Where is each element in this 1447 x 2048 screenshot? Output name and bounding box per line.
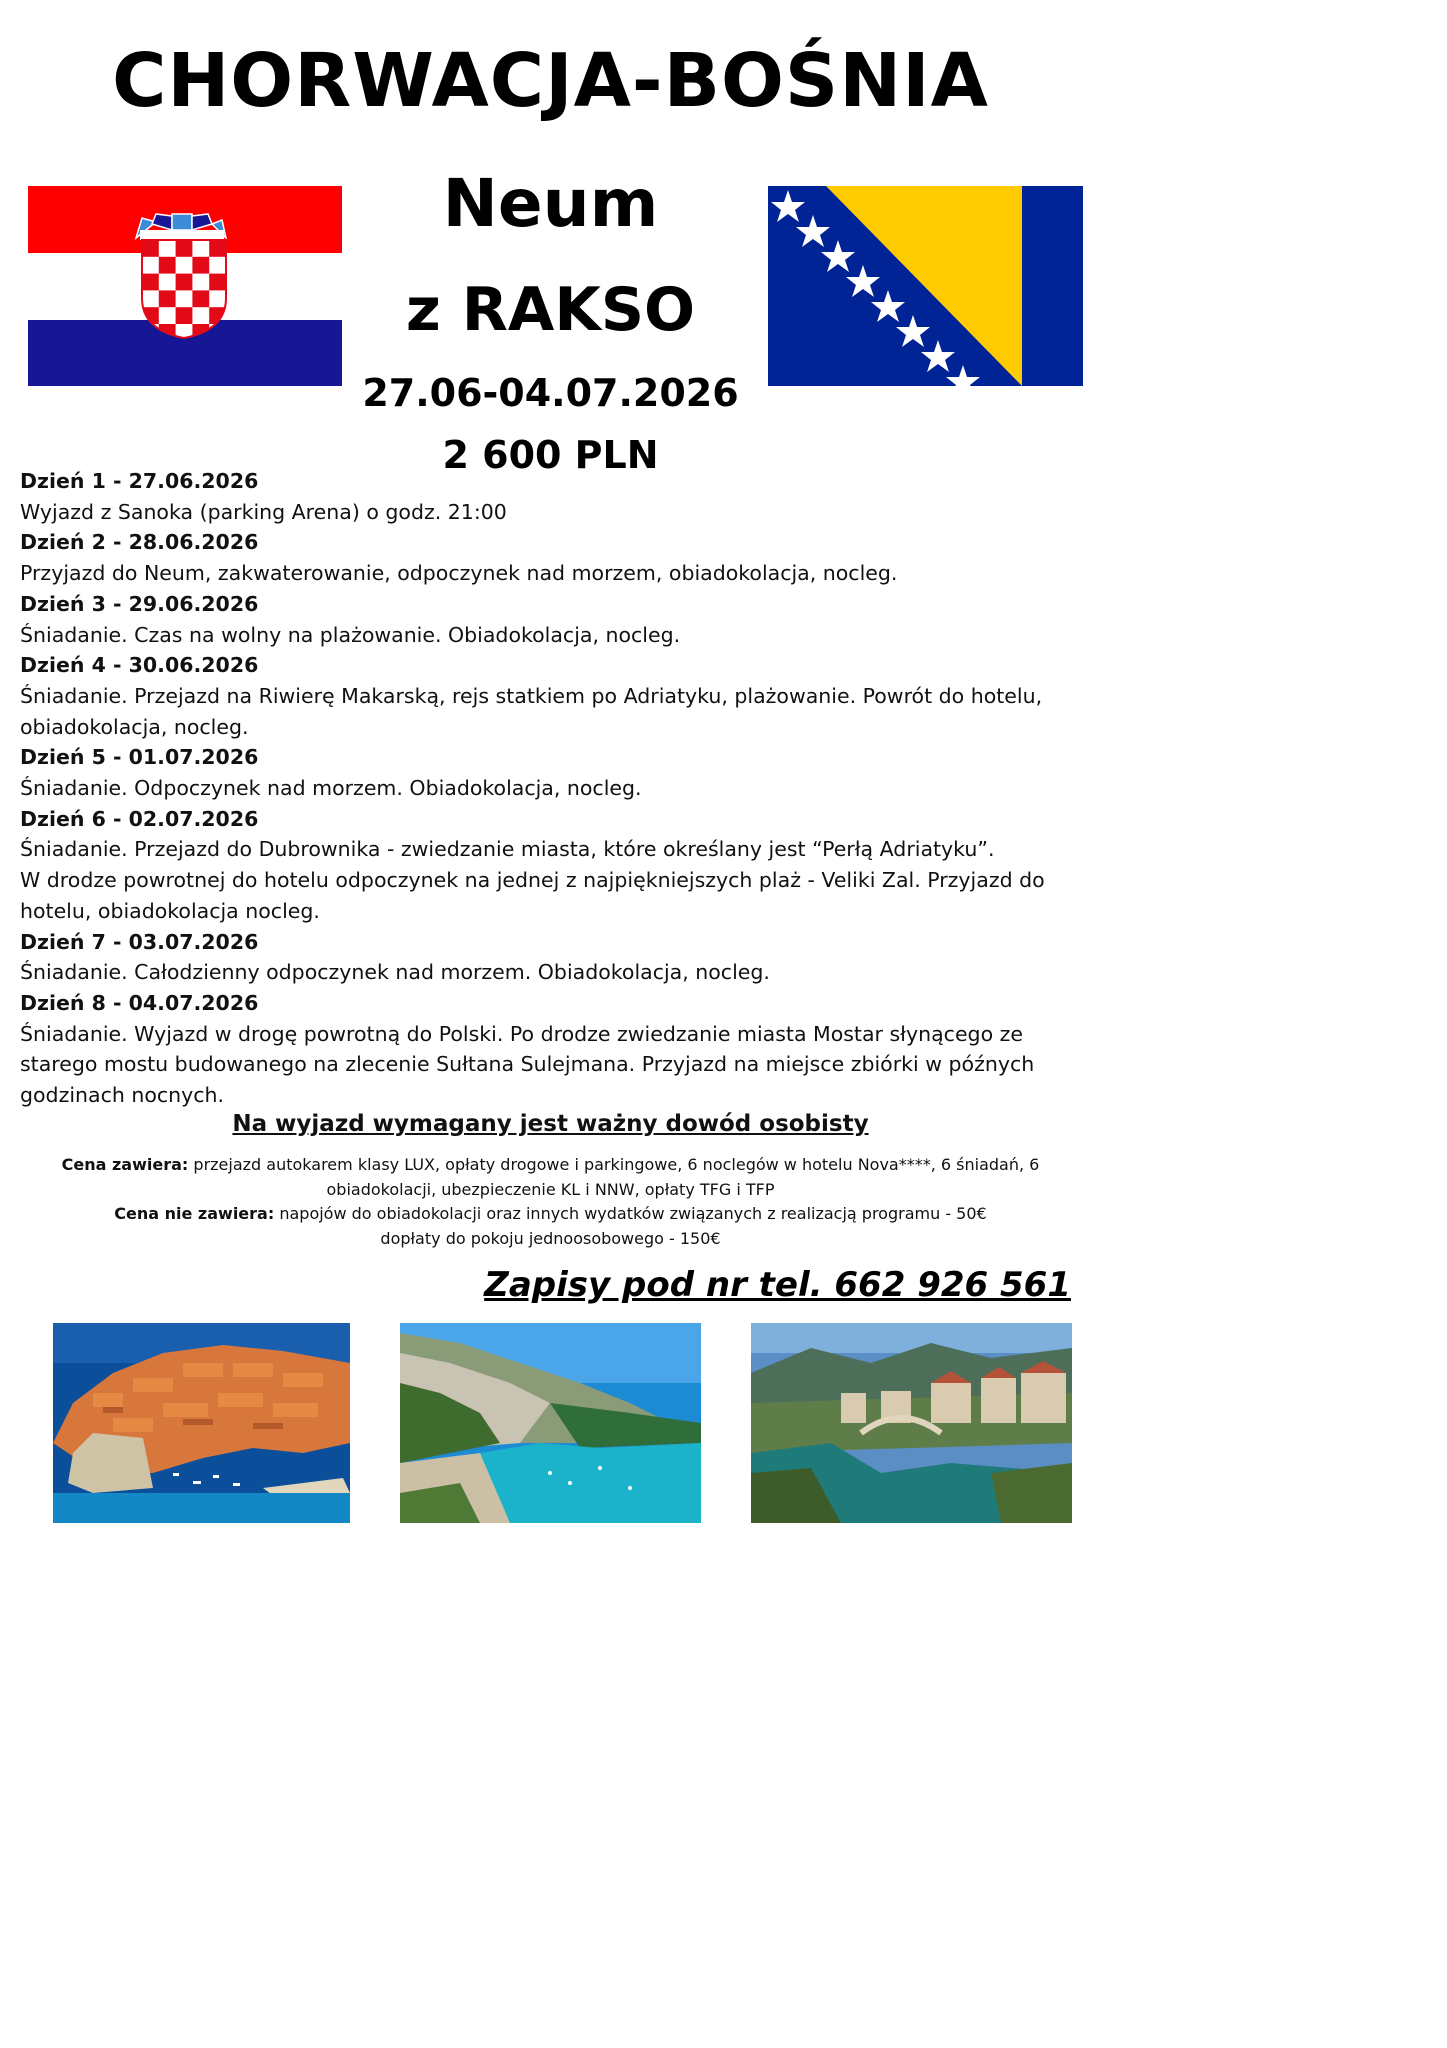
itinerary-day-1 [20,466,1086,527]
day-description: Śniadanie. Czas na wolny na plażowanie. Obiadokolacja, nocleg. [20,622,681,647]
day-heading: Dzień 2 - 28.06.2026 [20,530,259,555]
itinerary-day-7 [20,927,1086,988]
flyer-title: CHORWACJA-BOŚNIA [112,38,989,124]
day-description: Wyjazd z Sanoka (parking Arena) o godz. 21:00 [20,499,507,524]
bosnia-flag-icon [768,186,1083,386]
day-description: Śniadanie. Odpoczynek nad morzem. Obiadokolacja, nocleg. [20,776,642,801]
itinerary-day-2 [20,527,1086,588]
day-description: Śniadanie. Całodzienny odpoczynek nad morzem. Obiadokolacja, nocleg. [20,960,770,985]
itinerary-day-4 [20,650,1086,742]
day-description-continued: W drodze powrotnej do hotelu odpoczynek na jednej z najpiękniejszych plaż - Veliki Zal. Przyjazd do hotelu, obiadokolacja nocleg. [20,868,1045,923]
price-excludes-text: napojów do obiadokolacji oraz innych wydatków związanych z realizacją programu - 50€ [279,1204,987,1223]
day-description: Śniadanie. Przejazd do Dubrownika - zwiedzanie miasta, które określany jest “Perłą Adriatyku”. [20,837,995,862]
itinerary-day-8 [20,988,1086,1111]
organizer-heading: z RAKSO [405,275,696,345]
trip-price: 2 600 PLN [442,433,659,477]
mostar-photo [751,1323,1072,1523]
dubrovnik-photo [53,1323,350,1523]
itinerary-day-6 [20,804,1086,927]
price-includes [20,1153,1081,1202]
day-heading: Dzień 8 - 04.07.2026 [20,990,259,1015]
price-includes-label: Cena zawiera: [61,1155,189,1174]
day-heading: Dzień 1 - 27.06.2026 [20,469,259,493]
itinerary [20,466,1086,1111]
price-excludes-label: Cena nie zawiera: [114,1204,275,1223]
itinerary-day-5 [20,742,1086,803]
trip-dates: 27.06-04.07.2026 [362,371,739,415]
day-heading: Dzień 5 - 01.07.2026 [20,745,259,770]
price-includes-text: przejazd autokarem klasy LUX, opłaty drogowe i parkingowe, 6 noclegów w hotelu Nova****, 6 śniadań, 6 obiadokolacji, ubezpieczenie KL i NNW, opłaty TFG i TFP [193,1155,1040,1199]
signup-phone: Zapisy pod nr tel. 662 926 561 [484,1265,1071,1305]
day-description: Przyjazd do Neum, zakwaterowanie, odpoczynek nad morzem, obiadokolacja, nocleg. [20,561,898,586]
price-excludes [20,1202,1081,1227]
itinerary-day-3 [20,589,1086,650]
price-terms [20,1153,1081,1251]
price-excludes-extra: dopłaty do pokoju jednoosobowego - 150€ [380,1228,721,1248]
day-heading: Dzień 6 - 02.07.2026 [20,806,259,831]
id-requirement-notice: Na wyjazd wymagany jest ważny dowód osobisty [232,1111,869,1137]
day-heading: Dzień 4 - 30.06.2026 [20,653,259,678]
destination-heading: Neum [442,165,659,242]
day-heading: Dzień 3 - 29.06.2026 [20,591,259,616]
day-description: Śniadanie. Przejazd na Riwierę Makarską, rejs statkiem po Adriatyku, plażowanie. Powrót do hotelu, obiadokolacja, nocleg. [20,683,1043,739]
day-heading: Dzień 7 - 03.07.2026 [20,929,259,954]
beach-photo [400,1323,701,1523]
day-description: Śniadanie. Wyjazd w drogę powrotną do Polski. Po drodze zwiedzanie miasta Mostar słynącego ze starego mostu budowanego na zlecenie Sułtana Sulejmana. Przyjazd na miejsce zbiórki w późnych godzinach nocnych. [20,1021,1035,1108]
